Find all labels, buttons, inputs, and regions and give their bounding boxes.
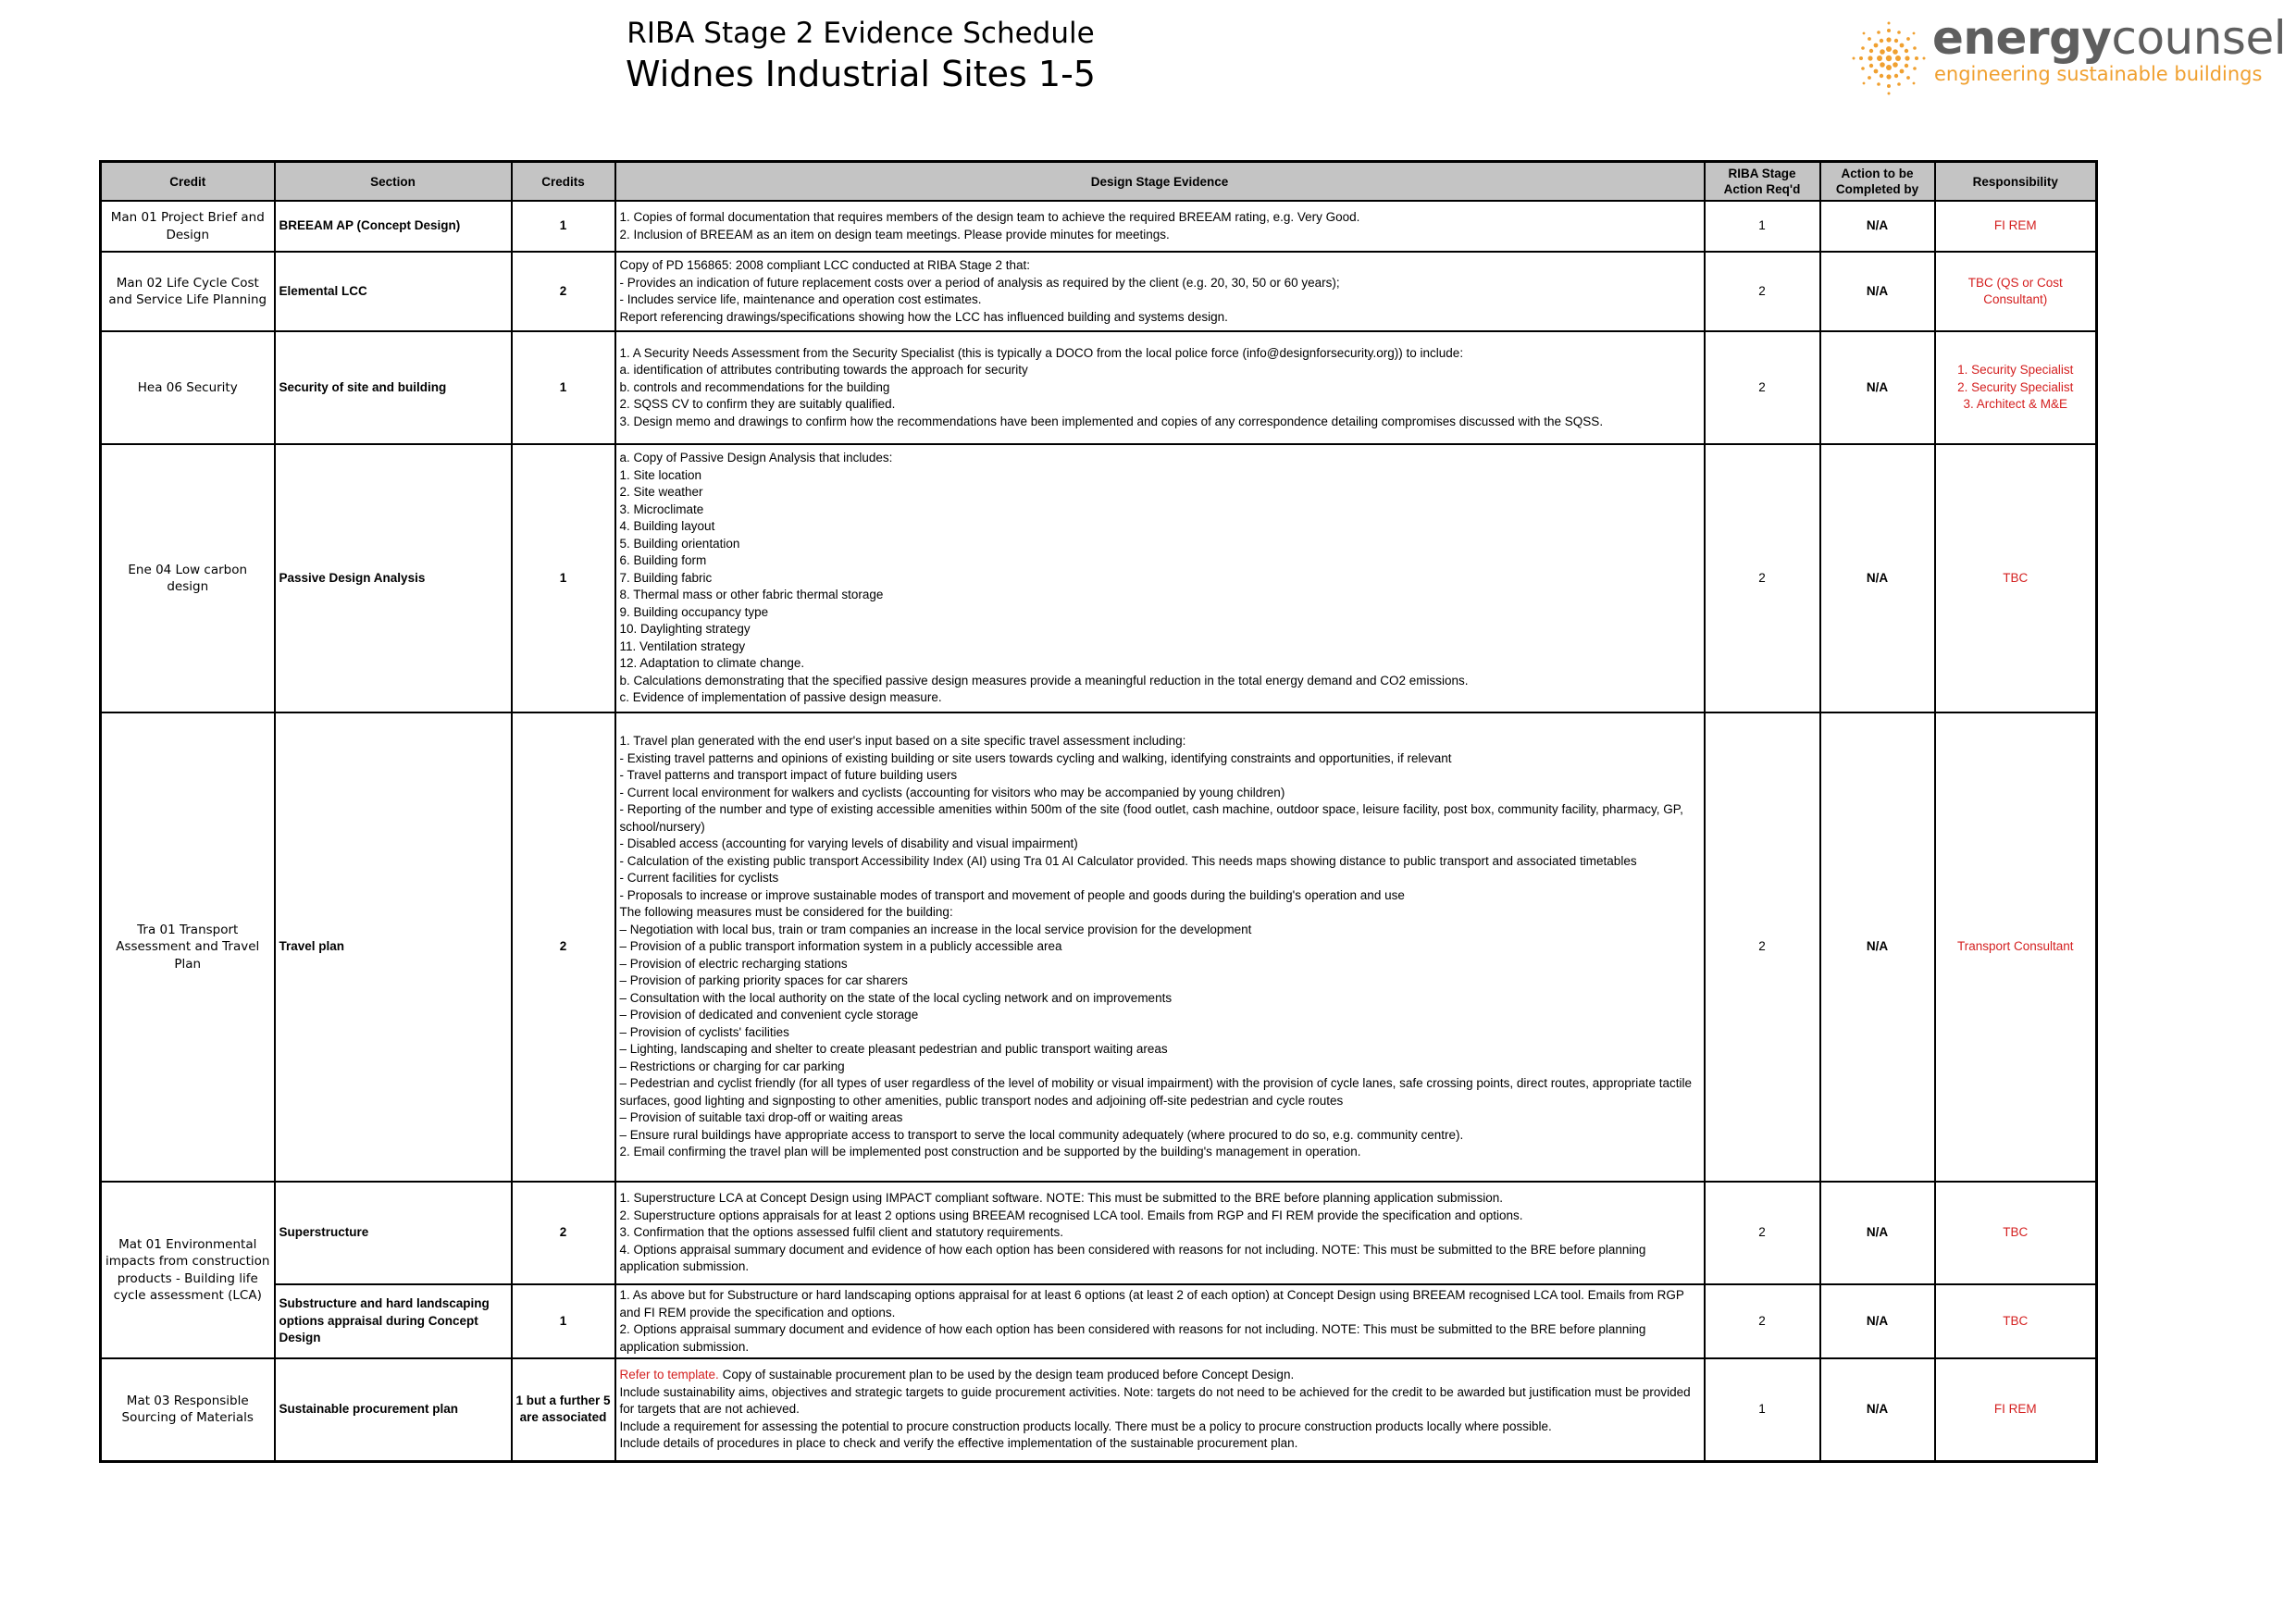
- section-cell: Travel plan: [275, 712, 512, 1182]
- section-cell: Security of site and building: [275, 331, 512, 444]
- evidence-line: [620, 1367, 1700, 1384]
- responsibility-cell: [1935, 1284, 2097, 1358]
- evidence-cell: [615, 712, 1705, 1182]
- action-by-cell: N/A: [1820, 444, 1935, 712]
- evidence-line: 11. Ventilation strategy: [619, 638, 746, 653]
- evidence-line: – Provision of parking priority spaces for car sharers: [619, 973, 908, 988]
- evidence-line: – Ensure rural buildings have appropriate access to transport to serve the local community adequately (where procured to do so, e.g. community centre).: [619, 1127, 1464, 1142]
- credits-cell: 1: [512, 444, 615, 712]
- table-row: [101, 1182, 2097, 1284]
- responsibility-line: TBC: [2003, 1313, 2029, 1328]
- evidence-line: - Current facilities for cyclists: [619, 871, 779, 886]
- riba-stage-cell: 2: [1705, 252, 1820, 331]
- responsibility-cell: [1935, 1182, 2097, 1284]
- evidence-line: 4. Options appraisal summary document and evidence of how each option has been considered with reasons for not including. NOTE: This must be submitted to the BRE before planning application submission.: [619, 1242, 1646, 1274]
- riba-stage-cell: 1: [1705, 1358, 1820, 1461]
- evidence-line: 2. Inclusion of BREEAM as an item on design team meetings. Please provide minutes for meetings.: [619, 227, 1170, 242]
- responsibility-cell: [1935, 252, 2097, 331]
- riba-stage-cell: 1: [1705, 201, 1820, 252]
- responsibility-cell: [1935, 444, 2097, 712]
- evidence-line: 1. A Security Needs Assessment from the Security Specialist (this is typically a DOCO from the local police force (info@designforsecurity.org)) to include:: [619, 345, 1464, 360]
- evidence-line: - Calculation of the existing public transport Accessibility Index (AI) using Tra 01 AI Calculator provided. This needs maps showing distance to public transport and associated timetables: [619, 853, 1637, 868]
- evidence-line: Include details of procedures in place to check and verify the effective implementation of the sustainable procurement plan.: [619, 1436, 1298, 1450]
- evidence-line: – Negotiation with local bus, train or tram companies an increase in the local service provision for the development: [619, 922, 1252, 936]
- responsibility-cell: [1935, 712, 2097, 1182]
- responsibility-line: TBC (QS or Cost Consultant): [1967, 275, 2063, 306]
- evidence-line: – Pedestrian and cyclist friendly (for all types of user regardless of the level of mobility or visual impairment) with the provision of cycle lanes, safe crossing points, direct routes, appropriate tactile surfaces, good lighting and signposting to other amenities, public transport nodes and adjoining off-site pedestrian and cycle routes: [619, 1076, 1693, 1108]
- evidence-line: The following measures must be considered for the building:: [619, 905, 953, 920]
- table-row: [101, 712, 2097, 1182]
- action-by-cell: N/A: [1820, 712, 1935, 1182]
- section-cell: BREEAM AP (Concept Design): [275, 201, 512, 252]
- evidence-line: - Disabled access (accounting for varying levels of disability and visual impairment): [619, 836, 1078, 851]
- evidence-line: - Proposals to increase or improve sustainable modes of transport and movement of people and goods during the building's operation and use: [619, 887, 1405, 902]
- evidence-line: 10. Daylighting strategy: [619, 622, 751, 637]
- evidence-line: – Consultation with the local authority on the state of the local cycling network and on improvements: [619, 990, 1173, 1005]
- header-riba-stage: RIBA Stage Action Req'd: [1705, 162, 1820, 202]
- action-by-cell: N/A: [1820, 1358, 1935, 1461]
- evidence-cell: [615, 252, 1705, 331]
- evidence-line: 3. Microclimate: [619, 502, 704, 516]
- evidence-line: 1. Site location: [619, 467, 702, 482]
- header-evidence: Design Stage Evidence: [615, 162, 1705, 202]
- credit-cell: Hea 06 Security: [101, 331, 275, 444]
- action-by-cell: N/A: [1820, 1284, 1935, 1358]
- evidence-line: – Provision of electric recharging stations: [619, 956, 848, 971]
- evidence-line: 4. Building layout: [619, 519, 715, 534]
- responsibility-line: Transport Consultant: [1956, 939, 2074, 954]
- credit-cell: Tra 01 Transport Assessment and Travel Plan: [101, 712, 275, 1182]
- section-cell: Passive Design Analysis: [275, 444, 512, 712]
- evidence-line: – Lighting, landscaping and shelter to create pleasant pedestrian and public transport waiting areas: [619, 1042, 1168, 1057]
- evidence-line: - Reporting of the number and type of existing accessible amenities within 500m of the site (food outlet, cash machine, outdoor space, leisure facility, post box, community facility, pharmacy, GP, school/nursery): [619, 802, 1683, 834]
- section-cell: Substructure and hard landscaping options appraisal during Concept Design: [275, 1284, 512, 1358]
- header-section: Section: [275, 162, 512, 202]
- header-responsibility: Responsibility: [1935, 162, 2097, 202]
- evidence-line: - Includes service life, maintenance and operation cost estimates.: [619, 292, 982, 306]
- responsibility-line: 2. Security Specialist: [1957, 379, 2074, 394]
- table-row: [101, 331, 2097, 444]
- evidence-line: – Provision of suitable taxi drop-off or waiting areas: [619, 1110, 903, 1125]
- table-row: [101, 444, 2097, 712]
- logo-wordmark: energycounsel: [1932, 11, 2287, 65]
- evidence-line: 12. Adaptation to climate change.: [619, 656, 805, 671]
- responsibility-line: 3. Architect & M&E: [1963, 397, 2068, 412]
- credit-cell: Mat 01 Environmental impacts from construction products - Building life cycle assessment (LCA): [101, 1182, 275, 1358]
- sun-dots-icon: [1851, 20, 1927, 96]
- evidence-line: 2. Superstructure options appraisals for at least 2 options using BREEAM recognised LCA tool. Emails from RGP and FI REM provide the specification and options.: [619, 1208, 1523, 1222]
- section-cell: Sustainable procurement plan: [275, 1358, 512, 1461]
- action-by-cell: N/A: [1820, 331, 1935, 444]
- evidence-line: Include a requirement for assessing the potential to procure construction products locally. There must be a policy to procure construction products locally where possible.: [619, 1419, 1552, 1433]
- responsibility-line: FI REM: [1993, 1402, 2037, 1416]
- evidence-line: - Existing travel patterns and opinions of existing building or site users towards cycling and walking, identifying constraints and opportunities, if relevant: [619, 750, 1452, 765]
- evidence-line: 2. Site weather: [619, 485, 703, 500]
- evidence-line: - Provides an indication of future replacement costs over a period of analysis as required by the client (e.g. 20, 30, 50 or 60 years);: [619, 275, 1340, 290]
- evidence-line: 6. Building form: [619, 553, 707, 568]
- evidence-cell: [615, 1182, 1705, 1284]
- evidence-line: c. Evidence of implementation of passive design measure.: [619, 690, 942, 705]
- evidence-line: b. controls and recommendations for the building: [619, 379, 890, 394]
- action-by-cell: N/A: [1820, 252, 1935, 331]
- evidence-line: 9. Building occupancy type: [619, 604, 769, 619]
- responsibility-cell: [1935, 331, 2097, 444]
- evidence-line: 2. Options appraisal summary document and evidence of how each option has been considered with reasons for not including. NOTE: This must be submitted to the BRE before planning application submission.: [619, 1322, 1646, 1354]
- riba-stage-cell: 2: [1705, 444, 1820, 712]
- credits-cell: 1: [512, 1284, 615, 1358]
- evidence-cell: [615, 1358, 1705, 1461]
- header-action-by: Action to be Completed by: [1820, 162, 1935, 202]
- section-cell: Elemental LCC: [275, 252, 512, 331]
- company-logo: [1851, 11, 2287, 97]
- responsibility-line: TBC: [2003, 570, 2029, 585]
- responsibility-line: 1. Security Specialist: [1957, 363, 2074, 378]
- evidence-cell: [615, 444, 1705, 712]
- evidence-line: 3. Confirmation that the options assessed fulfil client and statutory requirements.: [619, 1225, 1064, 1240]
- responsibility-line: TBC: [2003, 1225, 2029, 1240]
- credit-cell: Man 02 Life Cycle Cost and Service Life Planning: [101, 252, 275, 331]
- credit-cell: Man 01 Project Brief and Design: [101, 201, 275, 252]
- evidence-line: – Provision of a public transport information system in a publicly accessible area: [619, 939, 1062, 954]
- evidence-line: 2. Email confirming the travel plan will be implemented post construction and be supported by the building's management in operation.: [619, 1145, 1361, 1159]
- header-credits: Credits: [512, 162, 615, 202]
- riba-stage-cell: 2: [1705, 712, 1820, 1182]
- evidence-line: 1. Travel plan generated with the end user's input based on a site specific travel assessment including:: [619, 734, 1186, 749]
- credits-cell: 2: [512, 1182, 615, 1284]
- evidence-text: Copy of sustainable procurement plan to be used by the design team produced before Concept Design.: [718, 1368, 1295, 1381]
- evidence-line: 1. Copies of formal documentation that requires members of the design team to achieve the required BREEAM rating, e.g. Very Good.: [619, 210, 1360, 224]
- riba-stage-cell: 2: [1705, 1284, 1820, 1358]
- template-reference: Refer to template.: [619, 1368, 719, 1381]
- evidence-line: b. Calculations demonstrating that the specified passive design measures provide a meaningful reduction in the total energy demand and CO2 emissions.: [619, 673, 1469, 688]
- table-row: [101, 201, 2097, 252]
- evidence-line: - Travel patterns and transport impact of future building users: [619, 768, 958, 783]
- evidence-line: – Provision of cyclists' facilities: [619, 1024, 789, 1039]
- evidence-line: 8. Thermal mass or other fabric thermal storage: [619, 588, 884, 602]
- credits-cell: 1: [512, 201, 615, 252]
- riba-stage-cell: 2: [1705, 1182, 1820, 1284]
- responsibility-line: FI REM: [1993, 218, 2037, 233]
- evidence-line: 7. Building fabric: [619, 570, 713, 585]
- table-header-row: [101, 162, 2097, 202]
- credits-cell: 1 but a further 5 are associated: [512, 1358, 615, 1461]
- credit-cell: Mat 03 Responsible Sourcing of Materials: [101, 1358, 275, 1461]
- evidence-line: - Current local environment for walkers and cyclists (accounting for visitors who may be accompanied by young children): [619, 785, 1285, 799]
- evidence-line: 5. Building orientation: [619, 536, 740, 551]
- table-row: [101, 252, 2097, 331]
- credits-cell: 1: [512, 331, 615, 444]
- logo-tagline: engineering sustainable buildings: [1934, 63, 2263, 85]
- evidence-line: Report referencing drawings/specifications showing how the LCC has influenced building and systems design.: [619, 309, 1228, 324]
- evidence-line: a. Copy of Passive Design Analysis that includes:: [619, 451, 893, 465]
- evidence-line: 3. Design memo and drawings to confirm how the recommendations have been implemented and copies of any correspondence detailing compromises discussed with the SQSS.: [619, 414, 1604, 428]
- riba-stage-cell: 2: [1705, 331, 1820, 444]
- evidence-cell: [615, 201, 1705, 252]
- evidence-line: Copy of PD 156865: 2008 compliant LCC conducted at RIBA Stage 2 that:: [619, 258, 1031, 272]
- evidence-cell: [615, 1284, 1705, 1358]
- responsibility-cell: [1935, 1358, 2097, 1461]
- evidence-line: 1. As above but for Substructure or hard landscaping options appraisal for at least 6 options (at least 2 of each option) at Concept Design using BREEAM recognised LCA tool. Emails from RGP and FI REM provide the specification and options.: [619, 1288, 1684, 1319]
- table-row: [101, 1358, 2097, 1461]
- header-credit: Credit: [101, 162, 275, 202]
- evidence-line: a. identification of attributes contributing towards the approach for security: [619, 363, 1028, 378]
- action-by-cell: N/A: [1820, 201, 1935, 252]
- responsibility-cell: [1935, 201, 2097, 252]
- section-cell: Superstructure: [275, 1182, 512, 1284]
- evidence-schedule-table: [99, 160, 2098, 1463]
- evidence-line: – Restrictions or charging for car parking: [619, 1059, 845, 1073]
- evidence-line: 2. SQSS CV to confirm they are suitably qualified.: [619, 397, 896, 412]
- evidence-line: – Provision of dedicated and convenient cycle storage: [619, 1008, 919, 1022]
- evidence-line: 1. Superstructure LCA at Concept Design using IMPACT compliant software. NOTE: This must be submitted to the BRE before planning application submission.: [619, 1191, 1503, 1206]
- credits-cell: 2: [512, 252, 615, 331]
- table-row: [101, 1284, 2097, 1358]
- evidence-line: Include sustainability aims, objectives and strategic targets to guide procurement activities. Note: targets do not need to be achieved for the credit to be awarded but justification must be provided for targets that are not achieved.: [619, 1384, 1691, 1416]
- action-by-cell: N/A: [1820, 1182, 1935, 1284]
- evidence-cell: [615, 331, 1705, 444]
- credits-cell: 2: [512, 712, 615, 1182]
- document-subtitle: Widnes Industrial Sites 1-5: [626, 54, 1096, 94]
- document-title: RIBA Stage 2 Evidence Schedule: [627, 17, 1095, 50]
- credit-cell: Ene 04 Low carbon design: [101, 444, 275, 712]
